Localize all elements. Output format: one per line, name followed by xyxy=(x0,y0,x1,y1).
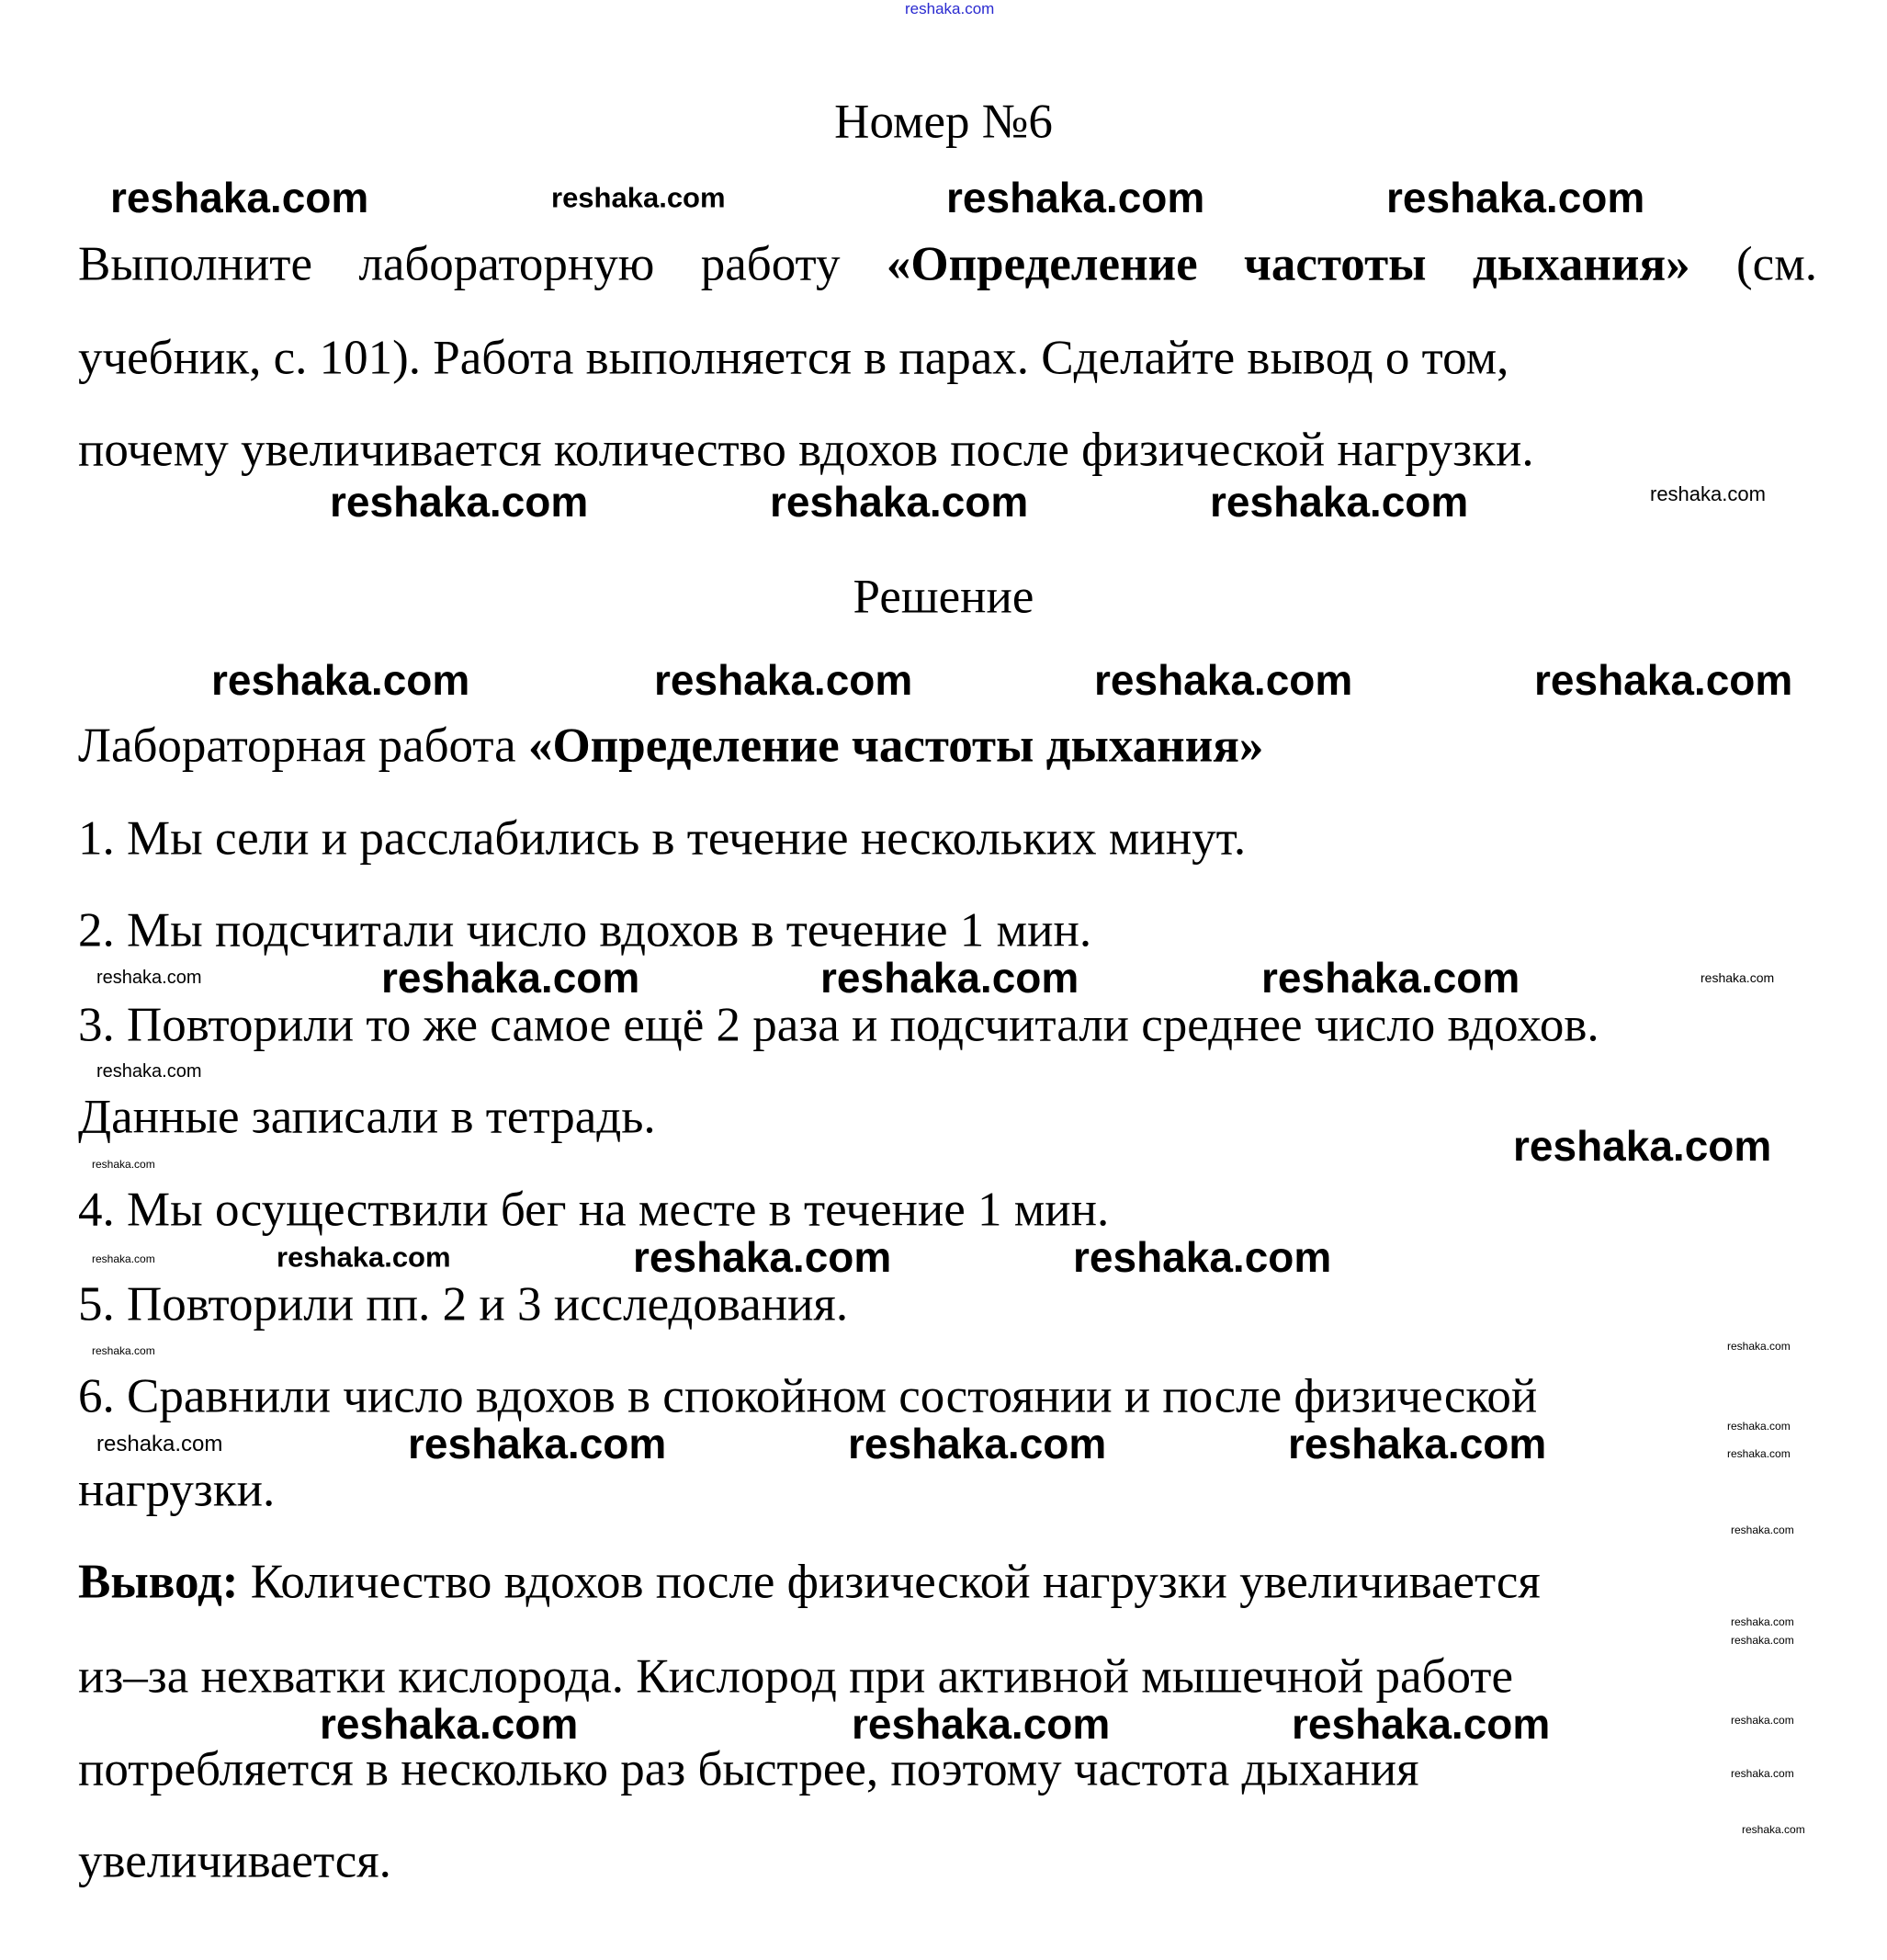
watermark: reshaka.com xyxy=(1727,1447,1791,1460)
watermark: reshaka.com xyxy=(381,954,640,1002)
watermark: reshaka.com xyxy=(92,1344,155,1357)
watermark: reshaka.com xyxy=(320,1700,579,1748)
watermark: reshaka.com xyxy=(633,1233,892,1281)
conclusion-line: увеличивается. xyxy=(78,1834,391,1888)
watermark: reshaka.com xyxy=(1727,1420,1791,1433)
watermark: reshaka.com xyxy=(110,174,369,221)
task-line-2: учебник, с. 101). Работа выполняется в парах. Сделайте вывод о том, xyxy=(78,331,1509,385)
task-line-1: Выполните лабораторную работу «Определение частоты дыхания» (см. xyxy=(78,237,1817,291)
watermark: reshaka.com xyxy=(408,1420,667,1467)
watermark: reshaka.com xyxy=(1731,1767,1794,1780)
watermark: reshaka.com xyxy=(1731,1714,1794,1727)
watermark: reshaka.com xyxy=(820,954,1079,1002)
watermark: reshaka.com xyxy=(1261,954,1520,1002)
watermark: reshaka.com xyxy=(1094,656,1353,704)
watermark: reshaka.com xyxy=(551,181,726,214)
watermark: reshaka.com xyxy=(1650,482,1766,505)
site-link[interactable]: reshaka.com xyxy=(905,0,995,17)
watermark: reshaka.com xyxy=(848,1420,1107,1467)
conclusion-line: Вывод: Количество вдохов после физической нагрузки увеличивается xyxy=(78,1555,1541,1609)
watermark: reshaka.com xyxy=(1731,1524,1794,1536)
solution-heading: Решение xyxy=(853,570,1034,624)
lab-step: 2. Мы подсчитали число вдохов в течение 1 мин. xyxy=(78,903,1092,957)
watermark: reshaka.com xyxy=(277,1241,451,1274)
watermark: reshaka.com xyxy=(96,1432,223,1456)
lab-step: 3. Повторили то же самое ещё 2 раза и подсчитали среднее число вдохов. xyxy=(78,998,1599,1052)
page-title: Номер №6 xyxy=(834,95,1053,149)
watermark: reshaka.com xyxy=(1731,1634,1794,1647)
watermark: reshaka.com xyxy=(1210,478,1469,526)
lab-title: Лабораторная работа «Определение частоты дыхания» xyxy=(78,719,1264,773)
watermark: reshaka.com xyxy=(96,968,202,988)
lab-step: 5. Повторили пп. 2 и 3 исследования. xyxy=(78,1277,849,1331)
lab-step: Данные записали в тетрадь. xyxy=(78,1090,656,1144)
watermark: reshaka.com xyxy=(1742,1823,1805,1836)
conclusion-line: потребляется в несколько раз быстрее, поэтому частота дыхания xyxy=(78,1742,1419,1796)
watermark: reshaka.com xyxy=(852,1700,1111,1748)
watermark: reshaka.com xyxy=(1534,656,1793,704)
watermark: reshaka.com xyxy=(1701,970,1775,985)
watermark: reshaka.com xyxy=(946,174,1205,221)
watermark: reshaka.com xyxy=(1288,1420,1547,1467)
conclusion-label: Вывод: xyxy=(78,1555,239,1609)
watermark: reshaka.com xyxy=(654,656,913,704)
lab-step: нагрузки. xyxy=(78,1463,276,1517)
watermark: reshaka.com xyxy=(1386,174,1645,221)
watermark: reshaka.com xyxy=(211,656,470,704)
conclusion-line: из–за нехватки кислорода. Кислород при активной мышечной работе xyxy=(78,1649,1513,1704)
watermark: reshaka.com xyxy=(1727,1340,1791,1353)
watermark: reshaka.com xyxy=(96,1061,202,1082)
watermark: reshaka.com xyxy=(1731,1615,1794,1628)
watermark: reshaka.com xyxy=(770,478,1029,526)
lab-step: 6. Сравнили число вдохов в спокойном состоянии и после физической xyxy=(78,1369,1538,1423)
watermark: reshaka.com xyxy=(1292,1700,1551,1748)
watermark: reshaka.com xyxy=(92,1252,155,1265)
task-line-3: почему увеличивается количество вдохов после физической нагрузки. xyxy=(78,423,1534,477)
lab-step: 1. Мы сели и расслабились в течение нескольких минут. xyxy=(78,811,1247,866)
watermark: reshaka.com xyxy=(92,1158,155,1171)
lab-step: 4. Мы осуществили бег на месте в течение 1 мин. xyxy=(78,1183,1110,1237)
watermark: reshaka.com xyxy=(330,478,589,526)
watermark: reshaka.com xyxy=(1073,1233,1332,1281)
watermark: reshaka.com xyxy=(1513,1122,1772,1170)
